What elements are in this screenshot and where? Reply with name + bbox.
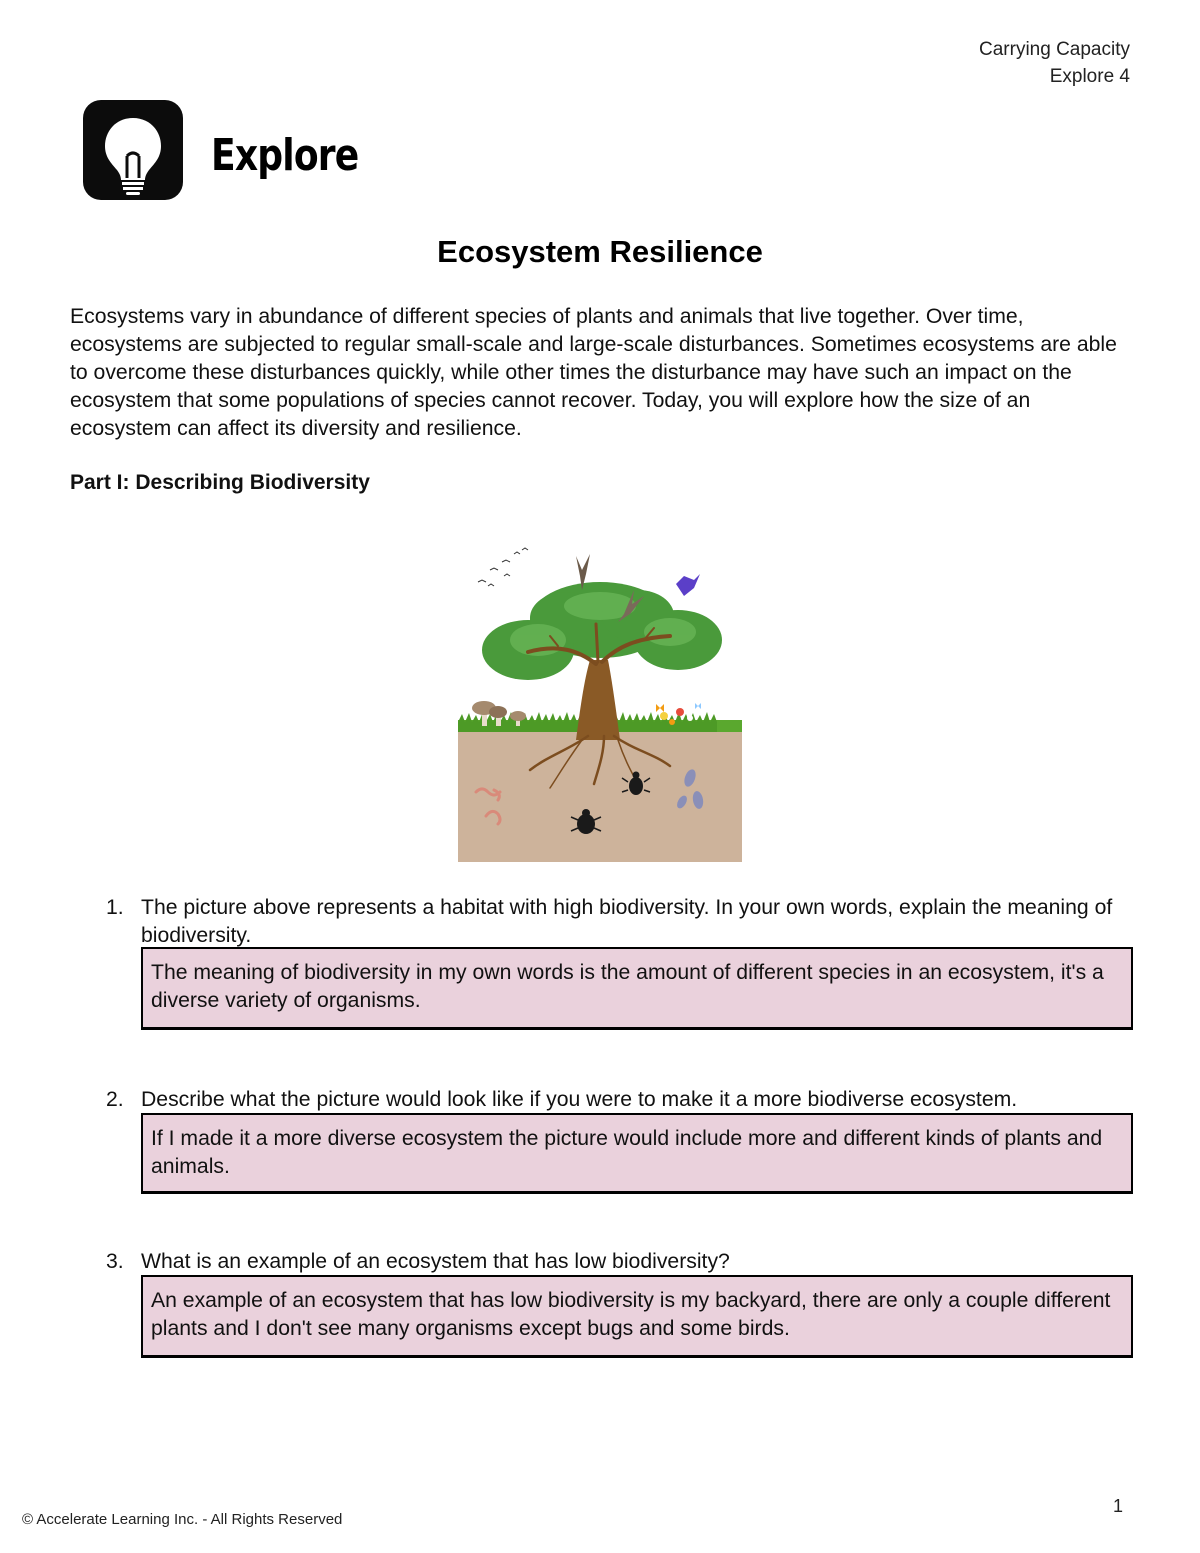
part-heading: Part I: Describing Biodiversity <box>70 471 370 494</box>
lightbulb-icon <box>83 100 183 200</box>
question-number: 2. <box>106 1088 124 1111</box>
question-number: 3. <box>106 1250 124 1273</box>
page-number: 1 <box>1112 1496 1123 1516</box>
answer-box-3[interactable]: An example of an ecosystem that has low biodiversity is my backyard, there are only a couple different plants and I don't see many organisms except bugs and some birds. <box>141 1275 1133 1358</box>
document-header <box>979 36 1130 90</box>
butterfly <box>695 703 701 709</box>
copyright-notice: © Accelerate Learning Inc. - All Rights Reserved <box>22 1511 343 1528</box>
intro-paragraph: Ecosystems vary in abundance of different species of plants and animals that live together. Over time, ecosystems are subjected to regular small-scale and large-scale disturbances. Sometimes ecosystems are able to overcome these disturbances quickly, while other times the disturbance may have such an impact on the ecosystem that some populations of species cannot recover. Today, you will explore how the size of an ecosystem can affect its diversity and resilience. <box>70 305 1117 440</box>
section-name: Explore 4 <box>1049 66 1130 87</box>
question-text: Describe what the picture would look like if you were to make it a more biodiverse ecosystem. <box>141 1088 1018 1111</box>
explore-logo-word: Explore <box>211 130 359 181</box>
question-text: The picture above represents a habitat with high biodiversity. In your own words, explain the meaning of biodiversity. <box>141 896 1113 947</box>
answer-box-2[interactable]: If I made it a more diverse ecosystem the picture would include more and different kinds of plants and animals. <box>141 1113 1133 1194</box>
page-title: Ecosystem Resilience <box>437 234 763 269</box>
butterfly <box>656 704 664 712</box>
question-number: 1. <box>106 896 124 919</box>
answer-box-1[interactable]: The meaning of biodiversity in my own words is the amount of different species in an ecosystem, it's a diverse variety of organisms. <box>141 947 1133 1030</box>
course-name: Carrying Capacity <box>979 39 1130 60</box>
question-text: What is an example of an ecosystem that has low biodiversity? <box>141 1250 730 1273</box>
biodiversity-habitat-illustration <box>458 540 742 862</box>
